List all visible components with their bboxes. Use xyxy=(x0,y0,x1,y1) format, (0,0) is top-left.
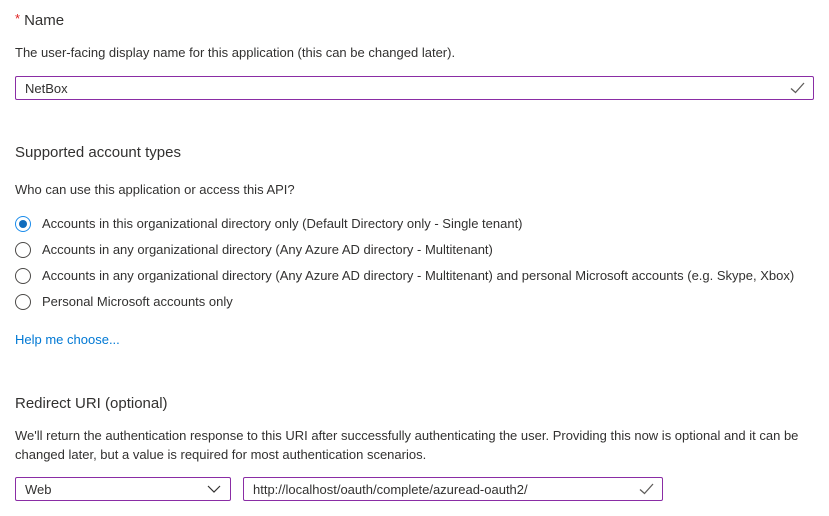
platform-select[interactable] xyxy=(15,477,231,501)
account-type-label: Accounts in any organizational directory (Any Azure AD directory - Multitenant) xyxy=(42,242,493,257)
help-me-choose-link[interactable]: Help me choose... xyxy=(15,332,120,347)
redirect-uri-controls xyxy=(15,477,814,501)
name-title-text: Name xyxy=(24,12,65,29)
redirect-uri-input-wrap xyxy=(243,477,663,501)
name-input[interactable] xyxy=(15,76,814,100)
name-input-wrap xyxy=(15,76,814,100)
radio-button-icon[interactable] xyxy=(15,216,31,232)
name-description: The user-facing display name for this application (this can be changed later). xyxy=(15,45,456,60)
redirect-uri-title: Redirect URI (optional) xyxy=(15,395,168,412)
redirect-uri-description: We'll return the authentication response to this URI after successfully authenticating the user. Providing this now is optional and it can be changed later, but a value is required for most authentication scenarios. xyxy=(15,428,799,462)
radio-button-icon[interactable] xyxy=(15,242,31,258)
chevron-down-icon xyxy=(207,485,221,493)
account-type-label: Personal Microsoft accounts only xyxy=(42,294,233,309)
account-types-question: Who can use this application or access this API? xyxy=(15,182,295,197)
account-type-option-personal-only[interactable] xyxy=(15,289,814,315)
radio-button-icon[interactable] xyxy=(15,294,31,310)
required-asterisk: * xyxy=(15,11,21,26)
account-types-radio-group xyxy=(15,211,814,315)
account-type-label: Accounts in any organizational directory (Any Azure AD directory - Multitenant) and personal Microsoft accounts (e.g. Skype, Xbox) xyxy=(42,268,795,283)
checkmark-icon xyxy=(790,82,805,94)
account-type-option-single-tenant[interactable] xyxy=(15,211,814,237)
redirect-uri-input[interactable] xyxy=(243,477,663,501)
account-type-option-multitenant-personal[interactable] xyxy=(15,263,814,289)
name-section-title xyxy=(15,10,814,31)
checkmark-icon xyxy=(639,483,654,495)
account-type-label: Accounts in this organizational directory only (Default Directory only - Single tenant) xyxy=(42,216,523,231)
account-type-option-multitenant[interactable] xyxy=(15,237,814,263)
radio-button-icon[interactable] xyxy=(15,268,31,284)
platform-select-value: Web xyxy=(25,481,52,497)
account-types-title: Supported account types xyxy=(15,144,181,161)
